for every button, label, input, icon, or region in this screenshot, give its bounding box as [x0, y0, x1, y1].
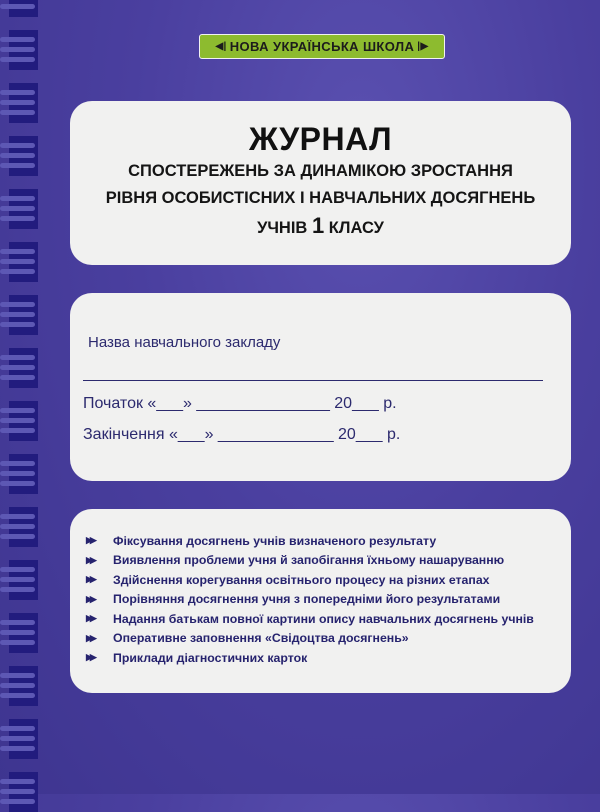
double-chevron-right-icon: ▶▶	[86, 574, 94, 585]
subtitle-line-3	[70, 212, 571, 242]
double-chevron-right-icon: ▶▶	[86, 632, 94, 643]
spiral-ring	[9, 83, 38, 123]
list-item	[86, 551, 534, 571]
feature-text: Здійснення корегування освітнього процесу на різних етапах	[113, 572, 490, 587]
triangle-right-icon: |▶	[417, 41, 429, 52]
spiral-ring	[9, 719, 38, 759]
spiral-ring	[9, 613, 38, 653]
spiral-ring	[9, 136, 38, 176]
feature-text: Виявлення проблеми учня й запобігання їхньому нашаруванню	[113, 553, 505, 568]
spiral-ring	[9, 560, 38, 600]
spiral-ring	[9, 666, 38, 706]
series-label: НОВА УКРАЇНСЬКА ШКОЛА	[229, 39, 415, 54]
title-panel	[70, 101, 571, 265]
double-chevron-right-icon: ▶▶	[86, 613, 94, 624]
double-chevron-right-icon: ▶▶	[86, 535, 94, 546]
title: ЖУРНАЛ	[248, 121, 393, 157]
spiral-ring	[9, 507, 38, 547]
list-item	[86, 570, 534, 590]
feature-text: Фіксування досягнень учнів визначеного результату	[113, 533, 437, 548]
feature-text: Приклади діагностичних карток	[113, 650, 308, 665]
feature-text: Порівняння досягнення учня з попередніми його результатами	[113, 592, 501, 607]
spiral-ring	[9, 30, 38, 70]
spiral-ring	[9, 454, 38, 494]
spiral-ring	[9, 189, 38, 229]
school-name-label: Назва навчального закладу	[88, 334, 281, 351]
end-date-field: Закінчення «___» _____________ 20___ р.	[83, 426, 401, 443]
spiral-ring	[9, 772, 38, 812]
list-item	[86, 648, 534, 668]
spiral-ring	[9, 242, 38, 282]
features-list	[86, 531, 534, 668]
list-item	[86, 629, 534, 649]
spiral-ring	[9, 295, 38, 335]
spiral-ring	[9, 0, 38, 17]
double-chevron-right-icon: ▶▶	[86, 554, 94, 565]
spiral-ring	[9, 348, 38, 388]
subtitle-line-2: РІВНЯ ОСОБИСТІСНИХ І НАВЧАЛЬНИХ ДОСЯГНЕНЬ	[105, 189, 536, 207]
form-panel	[70, 293, 571, 481]
list-item	[86, 590, 534, 610]
spiral-ring	[9, 401, 38, 441]
start-date-field: Початок «___» _______________ 20___ р.	[83, 395, 397, 412]
school-name-line	[83, 380, 543, 381]
series-badge	[199, 34, 445, 59]
list-item	[86, 609, 534, 629]
subtitle-post: КЛАСУ	[328, 219, 384, 237]
subtitle-pre: УЧНІВ	[257, 219, 308, 237]
feature-text: Надання батькам повної картини опису навчальних досягнень учнів	[113, 611, 534, 626]
list-item	[86, 531, 534, 551]
double-chevron-right-icon: ▶▶	[86, 593, 94, 604]
feature-text: Оперативне заповнення «Свідоцтва досягнень»	[113, 631, 409, 646]
grade-number: 1	[311, 213, 325, 238]
features-panel	[70, 509, 571, 693]
double-chevron-right-icon: ▶▶	[86, 652, 94, 663]
subtitle-line-1: СПОСТЕРЕЖЕНЬ ЗА ДИНАМІКОЮ ЗРОСТАННЯ	[128, 162, 513, 180]
triangle-left-icon: ◀|	[215, 41, 227, 52]
